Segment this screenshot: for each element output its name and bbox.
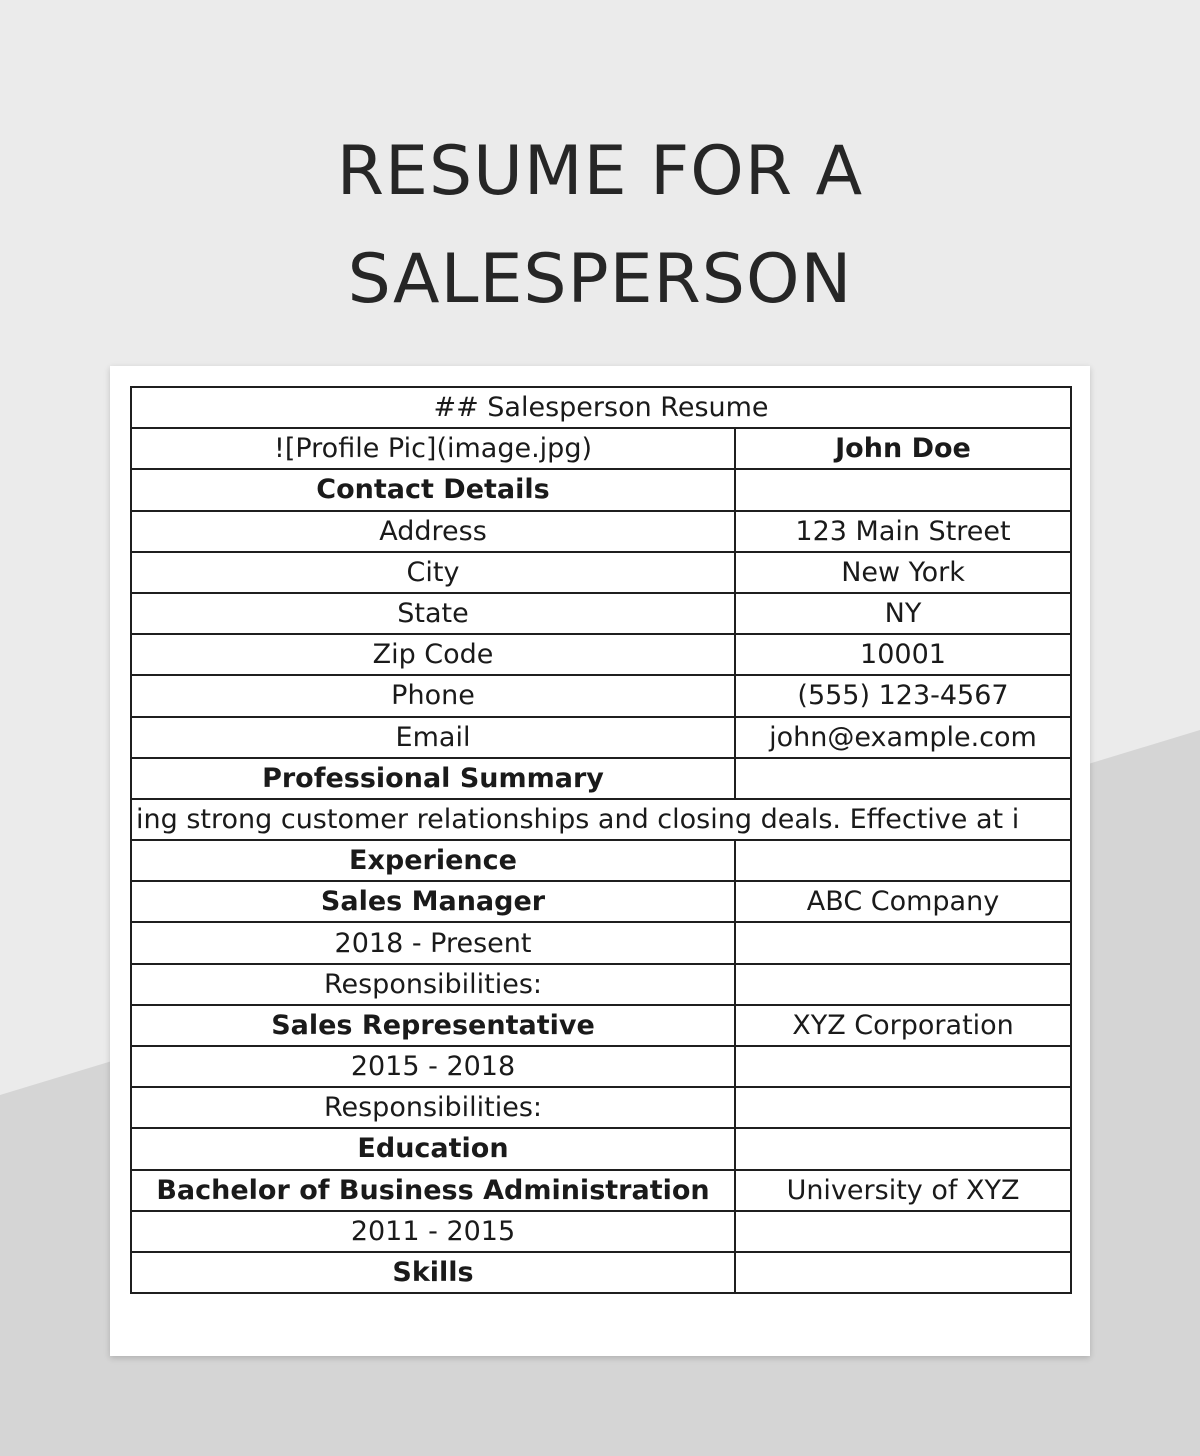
page-title xyxy=(0,118,1200,334)
empty-cell[interactable] xyxy=(735,758,1071,799)
table-row xyxy=(131,1211,1071,1252)
contact-value-cell[interactable]: (555) 123-4567 xyxy=(735,675,1071,716)
job-title-cell[interactable]: Sales Representative xyxy=(131,1005,735,1046)
resume-header-cell[interactable]: ## Salesperson Resume xyxy=(131,387,1071,428)
contact-value-cell[interactable]: john@example.com xyxy=(735,717,1071,758)
job-responsibilities-cell[interactable]: Responsibilities: xyxy=(131,1087,735,1128)
education-heading-cell[interactable]: Education xyxy=(131,1128,735,1169)
job-dates-cell[interactable]: 2018 - Present xyxy=(131,922,735,963)
table-row xyxy=(131,1252,1071,1293)
contact-label-cell[interactable]: Email xyxy=(131,717,735,758)
contact-value-cell[interactable]: New York xyxy=(735,552,1071,593)
job-company-cell[interactable]: XYZ Corporation xyxy=(735,1005,1071,1046)
table-row xyxy=(131,1046,1071,1087)
table-row xyxy=(131,964,1071,1005)
contact-label-cell[interactable]: Zip Code xyxy=(131,634,735,675)
contact-heading-cell[interactable]: Contact Details xyxy=(131,469,735,510)
table-row xyxy=(131,1170,1071,1211)
contact-value-cell[interactable]: 123 Main Street xyxy=(735,511,1071,552)
education-dates-cell[interactable]: 2011 - 2015 xyxy=(131,1211,735,1252)
table-row xyxy=(131,593,1071,634)
table-row xyxy=(131,552,1071,593)
contact-label-cell[interactable]: State xyxy=(131,593,735,634)
contact-label-cell[interactable]: City xyxy=(131,552,735,593)
table-row xyxy=(131,634,1071,675)
profile-pic-cell[interactable]: ![Profile Pic](image.jpg) xyxy=(131,428,735,469)
table-row xyxy=(131,758,1071,799)
empty-cell[interactable] xyxy=(735,922,1071,963)
job-responsibilities-cell[interactable]: Responsibilities: xyxy=(131,964,735,1005)
degree-cell[interactable]: Bachelor of Business Administration xyxy=(131,1170,735,1211)
page-title-line-1: RESUME FOR A xyxy=(336,132,864,211)
empty-cell[interactable] xyxy=(735,469,1071,510)
job-company-cell[interactable]: ABC Company xyxy=(735,881,1071,922)
contact-label-cell[interactable]: Phone xyxy=(131,675,735,716)
summary-heading-cell[interactable]: Professional Summary xyxy=(131,758,735,799)
contact-value-cell[interactable]: 10001 xyxy=(735,634,1071,675)
empty-cell[interactable] xyxy=(735,1128,1071,1169)
resume-sheet xyxy=(110,366,1090,1356)
table-row xyxy=(131,511,1071,552)
table-row xyxy=(131,1005,1071,1046)
contact-value-cell[interactable]: NY xyxy=(735,593,1071,634)
table-row xyxy=(131,1087,1071,1128)
table-row xyxy=(131,799,1071,840)
table-row xyxy=(131,922,1071,963)
empty-cell[interactable] xyxy=(735,964,1071,1005)
skills-heading-cell[interactable]: Skills xyxy=(131,1252,735,1293)
summary-text: ing strong customer relationships and closing deals. Effective at i xyxy=(136,803,1020,835)
table-row xyxy=(131,840,1071,881)
name-cell[interactable]: John Doe xyxy=(735,428,1071,469)
experience-heading-cell[interactable]: Experience xyxy=(131,840,735,881)
empty-cell[interactable] xyxy=(735,1252,1071,1293)
empty-cell[interactable] xyxy=(735,840,1071,881)
table-row xyxy=(131,717,1071,758)
table-row xyxy=(131,428,1071,469)
table-row xyxy=(131,1128,1071,1169)
resume-table xyxy=(130,386,1072,1294)
table-row xyxy=(131,469,1071,510)
job-dates-cell[interactable]: 2015 - 2018 xyxy=(131,1046,735,1087)
empty-cell[interactable] xyxy=(735,1046,1071,1087)
empty-cell[interactable] xyxy=(735,1087,1071,1128)
summary-text-cell[interactable] xyxy=(131,799,1071,840)
empty-cell[interactable] xyxy=(735,1211,1071,1252)
job-title-cell[interactable]: Sales Manager xyxy=(131,881,735,922)
table-row xyxy=(131,387,1071,428)
table-row xyxy=(131,881,1071,922)
table-row xyxy=(131,675,1071,716)
page-title-line-2: SALESPERSON xyxy=(347,240,853,319)
school-cell[interactable]: University of XYZ xyxy=(735,1170,1071,1211)
contact-label-cell[interactable]: Address xyxy=(131,511,735,552)
